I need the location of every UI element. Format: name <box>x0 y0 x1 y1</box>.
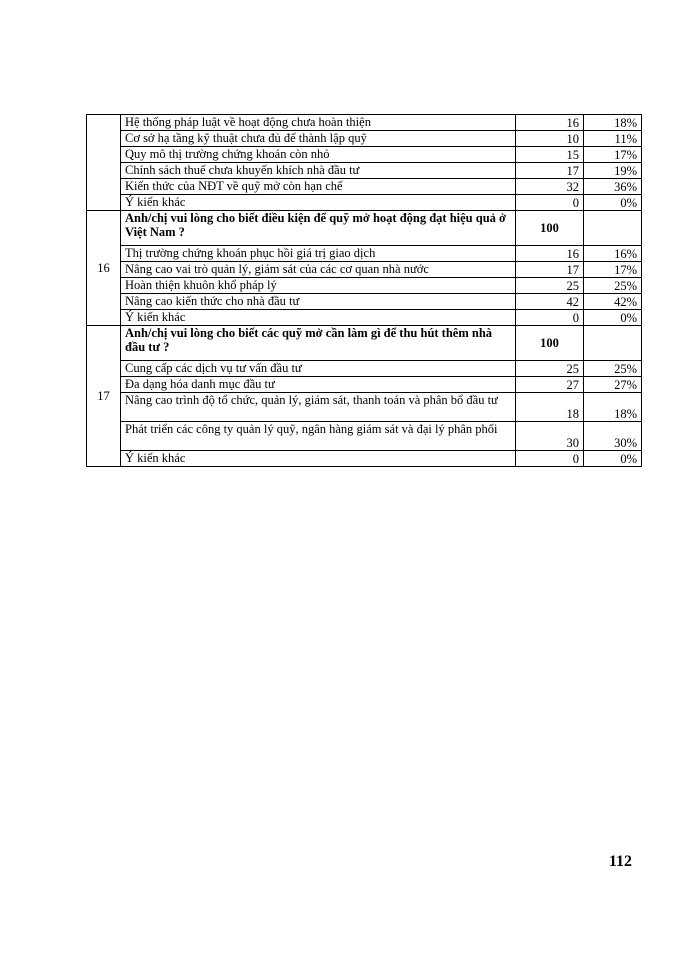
answer-percent: 42% <box>584 294 642 310</box>
answer-percent: 36% <box>584 179 642 195</box>
table-row <box>87 246 642 262</box>
answer-percent: 19% <box>584 163 642 179</box>
question-percent-empty <box>584 211 642 246</box>
table-row <box>87 131 642 147</box>
table-row <box>87 393 642 422</box>
answer-count: 16 <box>516 246 584 262</box>
answer-count: 10 <box>516 131 584 147</box>
answer-label: Nâng cao vai trò quản lý, giám sát của các cơ quan nhà nước <box>121 262 516 278</box>
answer-count: 17 <box>516 163 584 179</box>
question-row <box>87 326 642 361</box>
question-number: 17 <box>87 326 121 467</box>
answer-percent: 0% <box>584 451 642 467</box>
answer-percent: 18% <box>584 393 642 422</box>
answer-percent: 27% <box>584 377 642 393</box>
question-number: 16 <box>87 211 121 326</box>
answer-count: 25 <box>516 361 584 377</box>
question-total: 100 <box>516 211 584 246</box>
answer-label: Hoàn thiện khuôn khổ pháp lý <box>121 278 516 294</box>
table-row <box>87 262 642 278</box>
table-row <box>87 147 642 163</box>
answer-count: 32 <box>516 179 584 195</box>
table-row <box>87 451 642 467</box>
answer-label: Đa dạng hóa danh mục đầu tư <box>121 377 516 393</box>
answer-percent: 0% <box>584 310 642 326</box>
survey-results-table <box>86 114 642 467</box>
answer-label: Ý kiến khác <box>121 195 516 211</box>
answer-count: 16 <box>516 115 584 131</box>
table-row <box>87 115 642 131</box>
table-row <box>87 361 642 377</box>
answer-count: 0 <box>516 310 584 326</box>
answer-percent: 17% <box>584 147 642 163</box>
table-row <box>87 195 642 211</box>
answer-count: 0 <box>516 451 584 467</box>
answer-percent: 25% <box>584 361 642 377</box>
page-number: 112 <box>608 853 632 870</box>
answer-label: Ý kiến khác <box>121 310 516 326</box>
answer-label: Cung cấp các dịch vụ tư vấn đầu tư <box>121 361 516 377</box>
answer-count: 17 <box>516 262 584 278</box>
question-row <box>87 211 642 246</box>
answer-percent: 18% <box>584 115 642 131</box>
answer-label: Quy mô thị trường chứng khoán còn nhỏ <box>121 147 516 163</box>
question-total: 100 <box>516 326 584 361</box>
answer-count: 18 <box>516 393 584 422</box>
answer-label: Hệ thống pháp luật về hoạt động chưa hoàn thiện <box>121 115 516 131</box>
answer-count: 15 <box>516 147 584 163</box>
answer-label: Kiến thức của NĐT về quỹ mở còn hạn chế <box>121 179 516 195</box>
answer-label: Nâng cao kiến thức cho nhà đầu tư <box>121 294 516 310</box>
answer-count: 25 <box>516 278 584 294</box>
answer-percent: 30% <box>584 422 642 451</box>
answer-label: Phát triển các công ty quản lý quỹ, ngân hàng giám sát và đại lý phân phối <box>121 422 516 451</box>
question-text: Anh/chị vui lòng cho biết điều kiện để quỹ mở hoạt động đạt hiệu quả ở Việt Nam ? <box>121 211 516 246</box>
table-row <box>87 179 642 195</box>
table-row <box>87 377 642 393</box>
answer-count: 42 <box>516 294 584 310</box>
answer-count: 30 <box>516 422 584 451</box>
answer-percent: 17% <box>584 262 642 278</box>
answer-label: Cơ sở hạ tầng kỹ thuật chưa đủ để thành lập quỹ <box>121 131 516 147</box>
answer-percent: 0% <box>584 195 642 211</box>
answer-percent: 11% <box>584 131 642 147</box>
answer-label: Nâng cao trình độ tổ chức, quản lý, giám sát, thanh toán và phân bổ đầu tư <box>121 393 516 422</box>
answer-label: Thị trường chứng khoán phục hồi giá trị giao dịch <box>121 246 516 262</box>
answer-label: Chính sách thuế chưa khuyến khích nhà đầu tư <box>121 163 516 179</box>
answer-label: Ý kiến khác <box>121 451 516 467</box>
table-row <box>87 294 642 310</box>
question-text: Anh/chị vui lòng cho biết các quỹ mở cần làm gì để thu hút thêm nhà đầu tư ? <box>121 326 516 361</box>
question-percent-empty <box>584 326 642 361</box>
table-row <box>87 422 642 451</box>
table-row <box>87 310 642 326</box>
answer-count: 0 <box>516 195 584 211</box>
table-row <box>87 163 642 179</box>
question-number-cell <box>87 115 121 211</box>
answer-percent: 16% <box>584 246 642 262</box>
answer-count: 27 <box>516 377 584 393</box>
answer-percent: 25% <box>584 278 642 294</box>
table-row <box>87 278 642 294</box>
